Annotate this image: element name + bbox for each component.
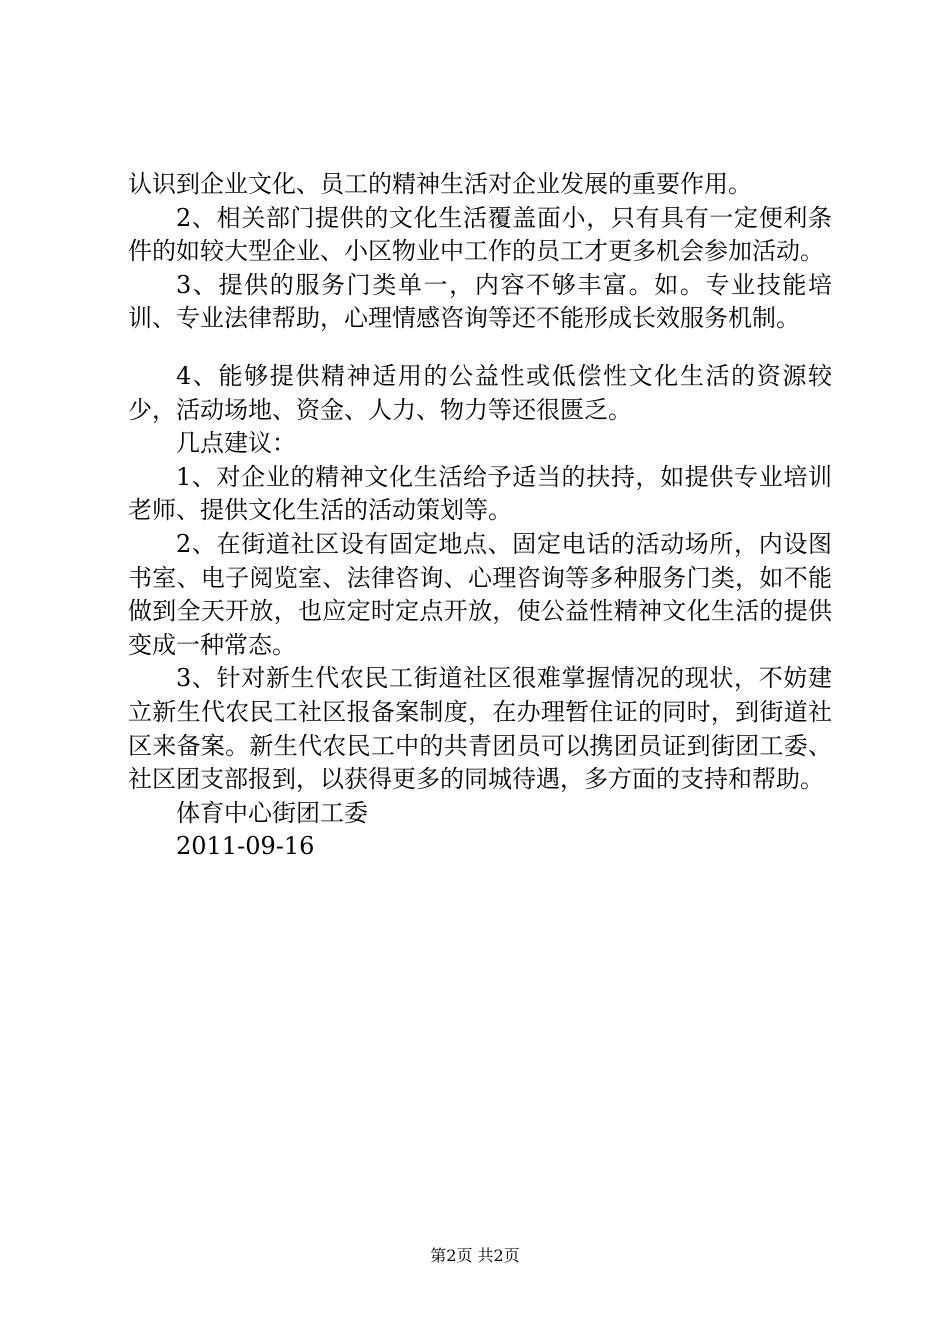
- paragraph-issue-4: 4、能够提供精神适用的公益性或低偿性文化生活的资源较少，活动场地、资金、人力、物力等还很匮乏。: [128, 361, 832, 424]
- suggestions-heading: 几点建议：: [176, 429, 296, 458]
- paragraph-suggestion-3: 3、针对新生代农民工街道社区很难掌握情况的现状，不妨建立新生代农民工社区报备案制度，在办理暂住证的同时，到街道社区来备案。新生代农民工中的共青团员可以携团员证到街团工委、社区团支部报到，以获得更多的同城待遇，多方面的支持和帮助。: [128, 664, 832, 794]
- signature: 体育中心街团工委: [176, 798, 368, 827]
- paragraph-issue-3: 3、提供的服务门类单一，内容不够丰富。如。专业技能培训、专业法律帮助，心理情感咨询等还不能形成长效服务机制。: [128, 270, 832, 333]
- document-date: 2011-09-16: [176, 832, 315, 861]
- paragraph-suggestion-2: 2、在街道社区设有固定地点、固定电话的活动场所，内设图书室、电子阅览室、法律咨询、心理咨询等多种服务门类，如不能做到全天开放，也应定时定点开放，使公益性精神文化生活的提供变成一种常态。: [128, 529, 832, 659]
- paragraph-gap: [128, 336, 832, 360]
- page-number: 第2页 共2页: [430, 1246, 520, 1265]
- paragraph-suggestion-1: 1、对企业的精神文化生活给予适当的扶持，如提供专业培训老师、提供文化生活的活动策划等。: [128, 462, 832, 525]
- paragraph-continuation: 认识到企业文化、员工的精神生活对企业发展的重要作用。: [128, 170, 752, 198]
- paragraph-issue-2: 2、相关部门提供的文化生活覆盖面小，只有具有一定便利条件的如较大型企业、小区物业中工作的员工才更多机会参加活动。: [128, 203, 832, 266]
- document-body: [128, 168, 832, 864]
